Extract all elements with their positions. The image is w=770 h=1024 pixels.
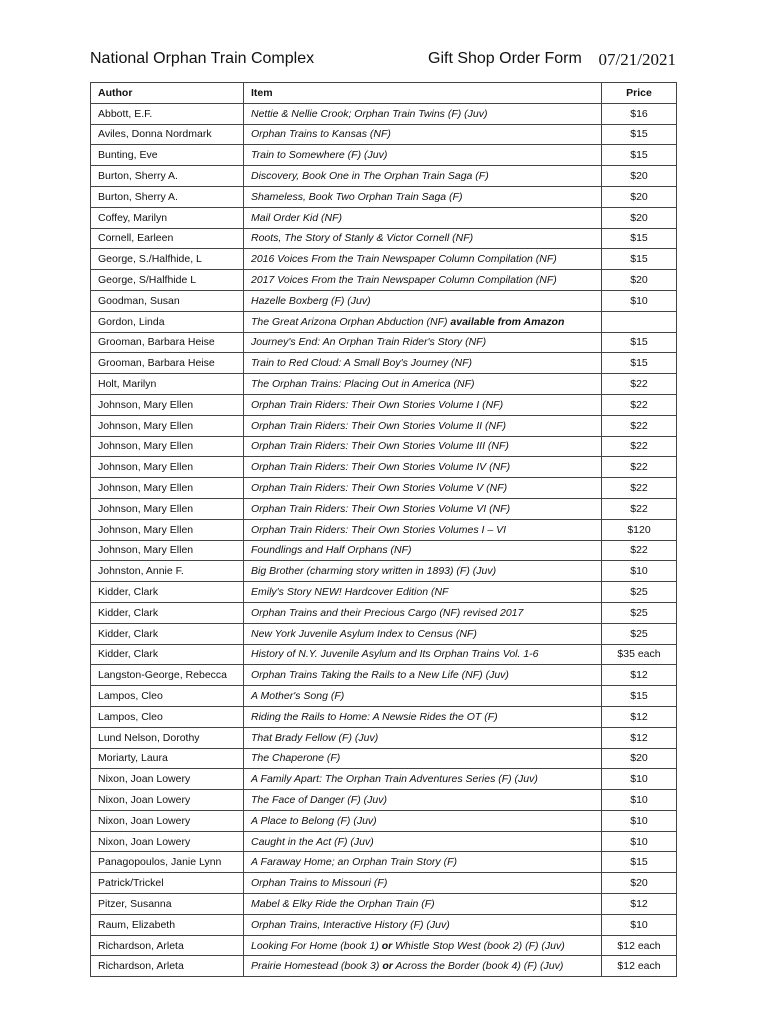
item-cell	[244, 415, 602, 436]
table-row	[91, 519, 677, 540]
author-cell: Gordon, Linda	[91, 311, 244, 332]
table-row	[91, 956, 677, 977]
price-cell: $20	[602, 748, 677, 769]
author-cell: Richardson, Arleta	[91, 935, 244, 956]
price-cell: $20	[602, 186, 677, 207]
price-cell: $22	[602, 457, 677, 478]
table-row	[91, 769, 677, 790]
price-cell: $20	[602, 207, 677, 228]
table-row	[91, 186, 677, 207]
table-row	[91, 727, 677, 748]
author-cell: Holt, Marilyn	[91, 374, 244, 395]
price-cell: $35 each	[602, 644, 677, 665]
author-cell: Nixon, Joan Lowery	[91, 790, 244, 811]
author-cell: Nixon, Joan Lowery	[91, 810, 244, 831]
item-title: The Chaperone (F)	[251, 752, 341, 765]
price-cell: $22	[602, 415, 677, 436]
page-header	[90, 50, 676, 72]
item-cell	[244, 519, 602, 540]
table-row	[91, 602, 677, 623]
item-title: Orphan Train Riders: Their Own Stories Volume I (NF)	[251, 398, 504, 411]
price-cell: $15	[602, 686, 677, 707]
price-cell: $10	[602, 831, 677, 852]
item-title: Orphan Train Riders: Their Own Stories Volume V (NF)	[251, 482, 508, 495]
item-cell	[244, 894, 602, 915]
price-cell: $15	[602, 124, 677, 145]
item-title: Orphan Train Riders: Their Own Stories Volume III (NF)	[251, 440, 509, 453]
item-title: A Family Apart: The Orphan Train Adventures Series (F) (Juv)	[251, 773, 538, 786]
author-cell: Cornell, Earleen	[91, 228, 244, 249]
item-cell	[244, 852, 602, 873]
item-cell	[244, 748, 602, 769]
item-title: That Brady Fellow (F) (Juv)	[251, 731, 379, 744]
table-row	[91, 270, 677, 291]
item-cell	[244, 186, 602, 207]
table-row	[91, 124, 677, 145]
author-cell: Johnston, Annie F.	[91, 561, 244, 582]
price-cell: $22	[602, 436, 677, 457]
item-title: Caught in the Act (F) (Juv)	[251, 835, 374, 848]
item-title: Train to Red Cloud: A Small Boy's Journey (NF)	[251, 357, 473, 370]
item-cell	[244, 332, 602, 353]
item-title: A Mother's Song (F)	[251, 690, 345, 702]
item-title: Mabel & Elky Ride the Orphan Train (F)	[251, 897, 435, 910]
author-cell: Patrick/Trickel	[91, 873, 244, 894]
item-cell	[244, 374, 602, 395]
item-title: Orphan Trains Taking the Rails to a New Life (NF) (Juv)	[251, 669, 509, 682]
table-row	[91, 790, 677, 811]
price-cell: $20	[602, 166, 677, 187]
item-title: Orphan Train Riders: Their Own Stories Volumes I – VI	[251, 523, 507, 536]
item-cell	[244, 561, 602, 582]
item-cell	[244, 207, 602, 228]
item-or-connector: or	[382, 960, 393, 973]
item-title: Orphan Train Riders: Their Own Stories Volume VI (NF)	[251, 502, 511, 515]
table-row	[91, 166, 677, 187]
price-cell: $12 each	[602, 935, 677, 956]
price-cell: $10	[602, 290, 677, 311]
item-title: History of N.Y. Juvenile Asylum and Its Orphan Trains Vol. 1-6	[251, 648, 539, 661]
item-title: Shameless, Book Two Orphan Train Saga (F)	[251, 190, 463, 203]
author-cell: Johnson, Mary Ellen	[91, 415, 244, 436]
price-cell: $25	[602, 623, 677, 644]
author-cell: Kidder, Clark	[91, 623, 244, 644]
table-row	[91, 353, 677, 374]
author-cell: Kidder, Clark	[91, 644, 244, 665]
price-cell: $20	[602, 873, 677, 894]
item-cell	[244, 457, 602, 478]
table-row	[91, 436, 677, 457]
item-cell	[244, 540, 602, 561]
item-title: Prairie Homestead (book 3)	[251, 960, 383, 973]
item-title-alt: Across the Border (book 4) (F) (Juv)	[392, 960, 564, 973]
item-cell	[244, 353, 602, 374]
item-cell	[244, 769, 602, 790]
item-or-connector: or	[381, 939, 393, 952]
author-cell: Burton, Sherry A.	[91, 186, 244, 207]
table-row	[91, 478, 677, 499]
item-cell	[244, 249, 602, 270]
author-cell: George, S./Halfhide, L	[91, 249, 244, 270]
item-title: The Great Arizona Orphan Abduction (NF)	[251, 315, 448, 328]
item-cell	[244, 124, 602, 145]
price-cell: $22	[602, 540, 677, 561]
item-cell	[244, 103, 602, 124]
author-cell: Johnson, Mary Ellen	[91, 436, 244, 457]
item-column-header: Item	[244, 83, 602, 104]
item-cell	[244, 394, 602, 415]
item-title: Orphan Trains and their Precious Cargo (NF) revised 2017	[251, 606, 524, 619]
table-row	[91, 665, 677, 686]
author-cell: Moriarty, Laura	[91, 748, 244, 769]
price-cell: $25	[602, 582, 677, 603]
price-cell: $10	[602, 790, 677, 811]
price-cell: $15	[602, 852, 677, 873]
item-title: Train to Somewhere (F) (Juv)	[251, 149, 388, 162]
table-row	[91, 831, 677, 852]
item-title: Orphan Trains, Interactive History (F) (Juv)	[251, 918, 450, 931]
item-cell	[244, 873, 602, 894]
item-cell	[244, 498, 602, 519]
table-row	[91, 582, 677, 603]
item-title: Riding the Rails to Home: A Newsie Rides the OT (F)	[251, 710, 498, 723]
author-cell: Johnson, Mary Ellen	[91, 394, 244, 415]
table-row	[91, 374, 677, 395]
form-date: 07/21/2021	[598, 50, 676, 69]
form-title: Gift Shop Order Form	[428, 50, 582, 67]
price-cell: $120	[602, 519, 677, 540]
table-row	[91, 623, 677, 644]
author-cell: Kidder, Clark	[91, 602, 244, 623]
table-header-row	[91, 83, 677, 104]
item-cell	[244, 935, 602, 956]
item-title: Orphan Train Riders: Their Own Stories Volume IV (NF)	[251, 461, 511, 474]
author-cell: Grooman, Barbara Heise	[91, 332, 244, 353]
item-title: The Face of Danger (F) (Juv)	[251, 793, 387, 806]
item-cell	[244, 644, 602, 665]
item-title: Roots, The Story of Stanly & Victor Cornell (NF)	[251, 232, 474, 245]
item-title: New York Juvenile Asylum Index to Census (NF)	[251, 627, 477, 640]
table-row	[91, 894, 677, 915]
table-row	[91, 249, 677, 270]
price-cell: $16	[602, 103, 677, 124]
item-cell	[244, 602, 602, 623]
item-cell	[244, 914, 602, 935]
price-cell: $10	[602, 810, 677, 831]
price-cell: $10	[602, 561, 677, 582]
author-cell: Abbott, E.F.	[91, 103, 244, 124]
table-row	[91, 394, 677, 415]
price-cell: $15	[602, 332, 677, 353]
author-cell: Goodman, Susan	[91, 290, 244, 311]
item-title: 2017 Voices From the Train Newspaper Column Compilation (NF)	[251, 274, 557, 287]
price-cell: $12	[602, 706, 677, 727]
table-row	[91, 706, 677, 727]
table-row	[91, 873, 677, 894]
table-row	[91, 332, 677, 353]
price-cell	[602, 311, 677, 332]
item-title: Journey's End: An Orphan Train Rider's Story (NF)	[251, 336, 487, 349]
item-cell	[244, 727, 602, 748]
item-title: Mail Order Kid (NF)	[251, 211, 343, 224]
item-cell	[244, 436, 602, 457]
author-cell: Nixon, Joan Lowery	[91, 769, 244, 790]
item-title: Orphan Trains to Missouri (F)	[251, 877, 388, 890]
price-cell: $22	[602, 478, 677, 499]
table-row	[91, 540, 677, 561]
item-cell	[244, 686, 602, 707]
item-cell	[244, 478, 602, 499]
item-title: Emily's Story NEW! Hardcover Edition (NF	[251, 586, 449, 599]
item-title: Nettie & Nellie Crook; Orphan Train Twins (F) (Juv)	[251, 107, 488, 120]
author-cell: Nixon, Joan Lowery	[91, 831, 244, 852]
price-column-header: Price	[602, 83, 677, 104]
table-row	[91, 810, 677, 831]
item-availability-note: available from Amazon	[447, 315, 565, 328]
table-row	[91, 145, 677, 166]
table-row	[91, 914, 677, 935]
table-row	[91, 415, 677, 436]
item-title: 2016 Voices From the Train Newspaper Column Compilation (NF)	[251, 253, 557, 266]
author-cell: Richardson, Arleta	[91, 956, 244, 977]
price-cell: $10	[602, 769, 677, 790]
author-cell: Panagopoulos, Janie Lynn	[91, 852, 244, 873]
item-cell	[244, 790, 602, 811]
author-cell: Johnson, Mary Ellen	[91, 457, 244, 478]
author-cell: Raum, Elizabeth	[91, 914, 244, 935]
price-cell: $22	[602, 498, 677, 519]
item-cell	[244, 290, 602, 311]
table-row	[91, 207, 677, 228]
price-cell: $12	[602, 894, 677, 915]
author-cell: Johnson, Mary Ellen	[91, 519, 244, 540]
author-cell: Lampos, Cleo	[91, 706, 244, 727]
table-row	[91, 457, 677, 478]
item-cell	[244, 810, 602, 831]
item-title: The Orphan Trains: Placing Out in America (NF)	[251, 378, 475, 391]
item-title: Discovery, Book One in The Orphan Train Saga (F)	[251, 170, 489, 183]
price-cell: $15	[602, 145, 677, 166]
author-cell: Johnson, Mary Ellen	[91, 478, 244, 499]
author-cell: Langston-George, Rebecca	[91, 665, 244, 686]
author-cell: Lund Nelson, Dorothy	[91, 727, 244, 748]
item-title: Big Brother (charming story written in 1893) (F) (Juv)	[251, 565, 497, 578]
item-title: Looking For Home (book 1)	[251, 939, 382, 952]
price-cell: $22	[602, 394, 677, 415]
price-cell: $15	[602, 353, 677, 374]
author-cell: Aviles, Donna Nordmark	[91, 124, 244, 145]
author-cell: George, S/Halfhide L	[91, 270, 244, 291]
author-cell: Bunting, Eve	[91, 145, 244, 166]
price-cell: $20	[602, 270, 677, 291]
organization-name: National Orphan Train Complex	[90, 50, 315, 67]
price-cell: $22	[602, 374, 677, 395]
table-row	[91, 290, 677, 311]
price-cell: $15	[602, 228, 677, 249]
table-row	[91, 852, 677, 873]
item-cell	[244, 166, 602, 187]
item-cell	[244, 831, 602, 852]
table-row	[91, 935, 677, 956]
author-cell: Coffey, Marilyn	[91, 207, 244, 228]
item-title: Orphan Trains to Kansas (NF)	[251, 128, 391, 141]
item-cell	[244, 582, 602, 603]
item-cell	[244, 270, 602, 291]
table-row	[91, 686, 677, 707]
price-cell: $12 each	[602, 956, 677, 977]
table-row	[91, 498, 677, 519]
table-row	[91, 561, 677, 582]
price-cell: $12	[602, 665, 677, 686]
author-cell: Lampos, Cleo	[91, 686, 244, 707]
author-cell: Burton, Sherry A.	[91, 166, 244, 187]
table-row	[91, 311, 677, 332]
table-row	[91, 103, 677, 124]
item-cell	[244, 665, 602, 686]
item-cell	[244, 706, 602, 727]
item-title: A Place to Belong (F) (Juv)	[251, 814, 377, 827]
item-cell	[244, 623, 602, 644]
item-cell	[244, 228, 602, 249]
item-title: Foundlings and Half Orphans (NF)	[251, 544, 412, 557]
item-cell	[244, 145, 602, 166]
item-cell	[244, 956, 602, 977]
price-cell: $12	[602, 727, 677, 748]
author-cell: Johnson, Mary Ellen	[91, 540, 244, 561]
item-title-alt: Whistle Stop West (book 2) (F) (Juv)	[392, 939, 565, 952]
author-cell: Johnson, Mary Ellen	[91, 498, 244, 519]
price-cell: $15	[602, 249, 677, 270]
item-cell	[244, 311, 602, 332]
author-cell: Pitzer, Susanna	[91, 894, 244, 915]
author-cell: Grooman, Barbara Heise	[91, 353, 244, 374]
item-title: Hazelle Boxberg (F) (Juv)	[251, 294, 371, 307]
author-cell: Kidder, Clark	[91, 582, 244, 603]
table-row	[91, 748, 677, 769]
item-title: Orphan Train Riders: Their Own Stories Volume II (NF)	[251, 419, 506, 432]
table-row	[91, 228, 677, 249]
order-table	[90, 82, 677, 977]
price-cell: $25	[602, 602, 677, 623]
author-column-header: Author	[91, 83, 244, 104]
price-cell: $10	[602, 914, 677, 935]
table-row	[91, 644, 677, 665]
item-title: A Faraway Home; an Orphan Train Story (F)	[251, 856, 457, 869]
